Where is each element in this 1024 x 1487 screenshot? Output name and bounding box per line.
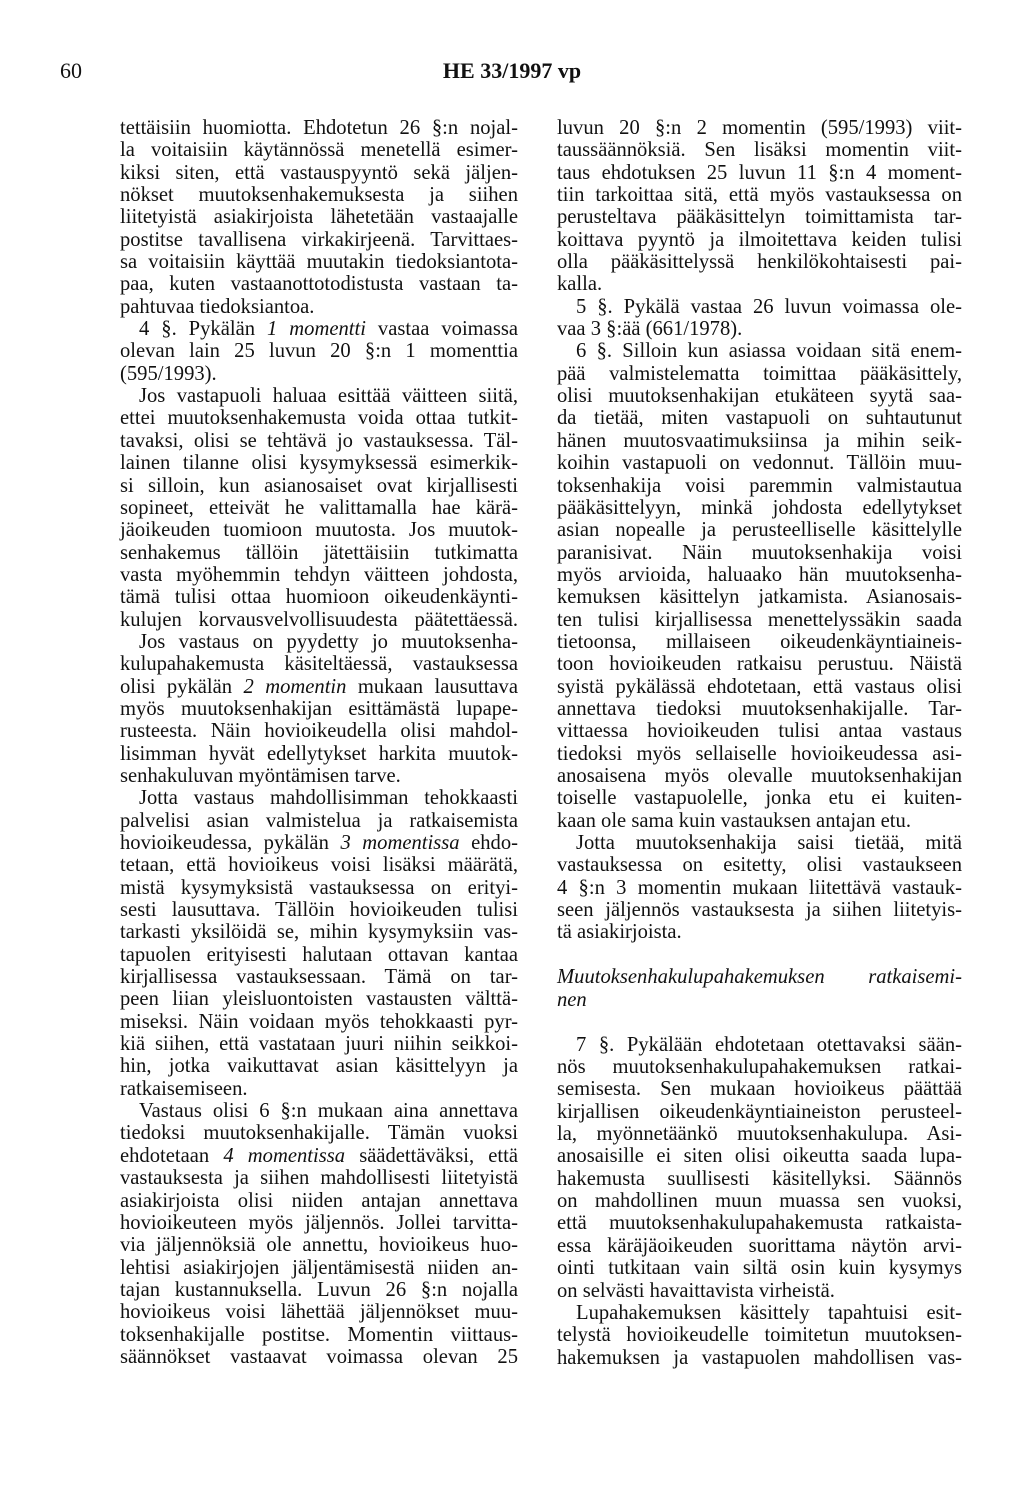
text-line: taus ehdotuksen 25 luvun 11 §:n 4 moment- bbox=[557, 161, 962, 184]
text-line: taussäännöksiä. Sen lisäksi momentin viit- bbox=[557, 139, 962, 162]
text-line: tarkasti yksilöidä se, mihin kysymyksiin vas- bbox=[120, 921, 518, 944]
left-column bbox=[120, 117, 518, 1368]
text-line: toksenhakija voisi paremmin valmistautua bbox=[557, 474, 962, 497]
text-line: koittava pyyntö ja ilmoitettava keiden tulisi bbox=[557, 228, 962, 251]
text-line: kiä siihen, että vastataan juuri niihin seikkoi- bbox=[120, 1033, 518, 1056]
spacer bbox=[557, 1012, 962, 1034]
text-line: senhakuluvan myöntämisen tarve. bbox=[120, 764, 401, 787]
text-line: koihin vastapuoli on vedonnut. Tällöin muu- bbox=[557, 452, 962, 475]
text-line: jäoikeuden tuomioon muutosta. Jos muutok- bbox=[120, 519, 518, 542]
text-line: tavaksi, olisi se tehtävä jo vastauksessa. Täl- bbox=[120, 429, 518, 452]
text-line: tiedoksi myös sellaiselle hovioikeudessa asi- bbox=[557, 742, 962, 765]
text-line: myös arvioida, haluaako hän muutoksenha- bbox=[557, 563, 962, 586]
text-line: olisi muutoksenhakijan etukäteen syytä saa- bbox=[557, 385, 962, 408]
text-line: hovioikeus voisi lähettää jäljennökset muu- bbox=[120, 1301, 518, 1324]
text-line: hänen muutosvaatimuksiinsa ja mihin seik- bbox=[557, 429, 962, 452]
text-line: 6 §. Silloin kun asiassa voidaan sitä enem- bbox=[576, 340, 962, 363]
heading-line: nen bbox=[557, 988, 587, 1011]
text-line: vaa 3 §:ää (661/1978). bbox=[557, 318, 743, 341]
section-heading bbox=[557, 966, 962, 1012]
text-line: toon hovioikeuden ratkaisu perustuu. Näistä bbox=[557, 653, 962, 676]
text-line: pahtuvaa tiedoksiantoa. bbox=[120, 295, 315, 318]
text-line: ten tulisi kirjallisessa menettelyssäkin saada bbox=[557, 608, 962, 631]
right-column bbox=[557, 117, 962, 1369]
text-line: on mahdollinen muun muassa sen vuoksi, bbox=[557, 1190, 962, 1213]
text-line: vastauksessa on esitetty, olisi vastaukseen bbox=[557, 854, 962, 877]
text-line: vastauksesta ja siihen mahdollisesti liitetyistä bbox=[120, 1167, 518, 1190]
text-line: kaan ole sama kuin vastauksen antajan etu. bbox=[557, 809, 911, 832]
text-line: Vastaus olisi 6 §:n mukaan aina annettava bbox=[139, 1100, 518, 1123]
text-line: palvelisi asian valmistelua ja ratkaisemista bbox=[120, 809, 518, 832]
text-line: olla pääkäsittelyssä henkilökohtaisesti pai- bbox=[557, 251, 962, 274]
text-line: tajan kustannuksella. Luvun 26 §:n nojalla bbox=[120, 1278, 518, 1301]
text-line: rusteesta. Näin hovioikeudella olisi mahdol- bbox=[120, 720, 518, 743]
text-line: miseksi. Näin voidaan myös tehokkaasti pyr- bbox=[120, 1010, 518, 1033]
spacer bbox=[557, 944, 962, 966]
text-line: lisimman hyvät edellytykset harkita muutok- bbox=[120, 742, 518, 765]
text-line: tetaan, että hovioikeus voisi lisäksi määrätä, bbox=[120, 854, 518, 877]
text-line: ettei muutoksenhakemusta voida ottaa tutkit- bbox=[120, 407, 518, 430]
text-line: essa käräjäoikeuden suorittama näytön arvi- bbox=[557, 1234, 962, 1257]
text-line: luvun 20 §:n 2 momentin (595/1993) viit- bbox=[557, 117, 962, 139]
text-line: si silloin, kun asianosaiset ovat kirjallisesti bbox=[120, 474, 518, 497]
text-line: kulupahakemusta käsiteltäessä, vastauksessa bbox=[120, 653, 518, 676]
text-line: Jos vastapuoli haluaa esittää väitteen siitä, bbox=[139, 385, 518, 408]
text-line: vittaessa hovioikeuden tulisi antaa vastaus bbox=[557, 720, 962, 743]
text-line: la voitaisiin käytännössä menetellä esimer- bbox=[120, 139, 518, 162]
text-line: nös muutoksenhakulupahakemuksen ratkai- bbox=[557, 1056, 962, 1079]
sec4-number: 1 bbox=[267, 318, 278, 341]
text-line: hin, jotka vaikuttavat asian käsittelyyn ja bbox=[120, 1055, 518, 1078]
text-line: pää valmistelematta toimittaa pääkäsittely, bbox=[557, 362, 962, 385]
text-line: 4 §:n 3 momentin mukaan liitettävä vastauk- bbox=[557, 876, 962, 899]
text-line: että muutoksenhakulupahakemusta ratkaista- bbox=[557, 1212, 962, 1235]
text-line: pääkäsittelyyn, minkä johdosta edellytykset bbox=[557, 496, 962, 519]
text-line: paa, kuten vastaanottotodistusta vastaan ta- bbox=[120, 273, 518, 296]
text-line: postitse tavallisena virkakirjeenä. Tarvittaes- bbox=[120, 228, 518, 251]
text-line: tiin tarkoittaa sitä, että myös vastauksessa on bbox=[557, 184, 962, 207]
text-line: on selvästi havaittavista virheistä. bbox=[557, 1279, 835, 1302]
text-line: tiedoksi muutoksenhakijalle. Tämän vuoksi bbox=[120, 1122, 518, 1145]
text-line: la, myönnetäänkö muutoksenhakulupa. Asi- bbox=[557, 1123, 962, 1146]
text-line: kulujen korvausvelvollisuudesta päätettäessä. bbox=[120, 608, 518, 631]
text-line: tettäisiin huomiotta. Ehdotetun 26 §:n nojal- bbox=[120, 117, 518, 139]
text-line: annettava tiedoksi muutoksenhakijalle. Tar- bbox=[557, 697, 962, 720]
text-line: 7 §. Pykälään ehdotetaan otettavaksi sään- bbox=[576, 1033, 962, 1056]
text-line: anosaisena myös olevalle muutoksenhakijan bbox=[557, 764, 962, 787]
text-line: kemuksen käsittelyn jatkamista. Asianosais- bbox=[557, 586, 962, 609]
text-line: seen jäljennös vastauksesta ja siihen liitetyis- bbox=[557, 899, 962, 922]
text-line: paranisivat. Näin muutoksenhakija voisi bbox=[557, 541, 962, 564]
text-line: senhakemus tällöin jätettäisiin tutkimatta bbox=[120, 541, 518, 564]
document-id: HE 33/1997 vp bbox=[442, 58, 582, 83]
text-line: toiselle vastapuolelle, jonka etu ei kuiten- bbox=[557, 787, 962, 810]
text-line: vasta myöhemmin tehdyn väitteen johdosta, bbox=[120, 563, 518, 586]
text-line: asiakirjoista olisi niiden antajan annettava bbox=[120, 1189, 518, 1212]
text-line: hovioikeudessa, pykälän 3 momentissa ehdo- bbox=[120, 832, 518, 854]
text-line: säännökset vastaavat voimassa olevan 25 bbox=[120, 1345, 518, 1368]
text-line: lehtisi asiakirjojen jäljentämisestä niiden an- bbox=[120, 1256, 518, 1279]
text-line: semisesta. Sen mukaan hovioikeus päättää bbox=[557, 1078, 962, 1101]
text-line: hovioikeuteen myös jäljennös. Jollei tarvitta- bbox=[120, 1211, 518, 1234]
text-line: peen liian yleisluontoisten vastausten välttä- bbox=[120, 988, 518, 1011]
text-line: 4 §. Pykälän 1 momentti vastaa voimassa bbox=[139, 318, 518, 341]
text-line: hakemuksen ja vastapuolen mahdollisen vas- bbox=[557, 1346, 962, 1369]
text-line: tapuolen erityisesti halutaan ottavan kantaa bbox=[120, 943, 518, 966]
text-line: (595/1993). bbox=[120, 362, 217, 385]
text-line: lainen tilanne olisi kysymyksessä esimerkik- bbox=[120, 452, 518, 475]
page-number: 60 bbox=[60, 58, 82, 83]
text-line: hakemusta suullisesti käsitellyksi. Säännös bbox=[557, 1167, 962, 1190]
text-line: olevan lain 25 luvun 20 §:n 1 momenttia bbox=[120, 340, 518, 363]
text-line: asian nopealle ja perusteelliselle käsittelylle bbox=[557, 519, 962, 542]
text-line: telystä hovioikeudelle toimitetun muutoksen- bbox=[557, 1324, 962, 1347]
text-line: kiksi siten, että vastauspyyntö sekä jäljen- bbox=[120, 161, 518, 184]
text-line: tämä tulisi ottaa huomioon oikeudenkäynti- bbox=[120, 586, 518, 609]
text-line: kirjallisen oikeudenkäyntiaineiston perusteel- bbox=[557, 1100, 962, 1123]
text-line: toksenhakijalle postitse. Momentin viittaus- bbox=[120, 1323, 518, 1346]
text-line: myös muutoksenhakijan esittämästä lupape- bbox=[120, 697, 518, 720]
text-line: da tietää, miten vastapuoli on suhtautunut bbox=[557, 407, 962, 430]
text-line: 5 §. Pykälä vastaa 26 luvun voimassa ole- bbox=[576, 295, 962, 318]
text-line: sopineet, etteivät he valittamalla hae kärä- bbox=[120, 496, 518, 519]
text-line: anosaisille ei siten olisi oikeutta saada lupa- bbox=[557, 1145, 962, 1168]
text-line: ointi tutkitaan vain siltä osin kuin kysymys bbox=[557, 1257, 962, 1280]
text-line: Jos vastaus on pyydetty jo muutoksenha- bbox=[139, 630, 518, 653]
text-line: kalla. bbox=[557, 273, 603, 296]
text-line: olisi pykälän 2 momentin mukaan lausuttava bbox=[120, 675, 518, 698]
text-line: liitetyistä asiakirjoista lähetetään vastaajalle bbox=[120, 206, 518, 229]
text-line: tä asiakirjoista. bbox=[557, 921, 682, 944]
text-line: tietoonsa, millaiseen oikeudenkäyntiaineis- bbox=[557, 630, 962, 653]
text-line: nökset muutoksenhakemuksesta ja siihen bbox=[120, 184, 518, 207]
text-line: mistä kysymyksistä vastauksessa on erityi- bbox=[120, 876, 518, 899]
text-line: ratkaisemiseen. bbox=[120, 1077, 248, 1100]
heading-line: Muutoksenhakulupahakemuksen ratkaisemi- bbox=[557, 965, 962, 988]
text-line: Jotta muutoksenhakija saisi tietää, mitä bbox=[576, 832, 962, 854]
text-line: sesti lausuttava. Tällöin hovioikeuden tulisi bbox=[120, 899, 518, 922]
text-line: Jotta vastaus mahdollisimman tehokkaasti bbox=[139, 787, 518, 810]
text-line: sa voitaisiin käyttää muutakin tiedoksiantota- bbox=[120, 251, 518, 274]
text-line: via jäljennöksiä ole annettu, hovioikeus huo- bbox=[120, 1234, 518, 1257]
text-line: ehdotetaan 4 momentissa säädettäväksi, että bbox=[120, 1144, 518, 1167]
text-line: perusteltava pääkäsittelyn toimittamista tar- bbox=[557, 206, 962, 229]
text-line: kirjallisessa vastauksessaan. Tämä on tar- bbox=[120, 966, 518, 989]
text-line: syistä pykälässä ehdotetaan, että vastaus olisi bbox=[557, 675, 962, 698]
text-line: Lupahakemuksen käsittely tapahtuisi esit- bbox=[576, 1301, 962, 1324]
